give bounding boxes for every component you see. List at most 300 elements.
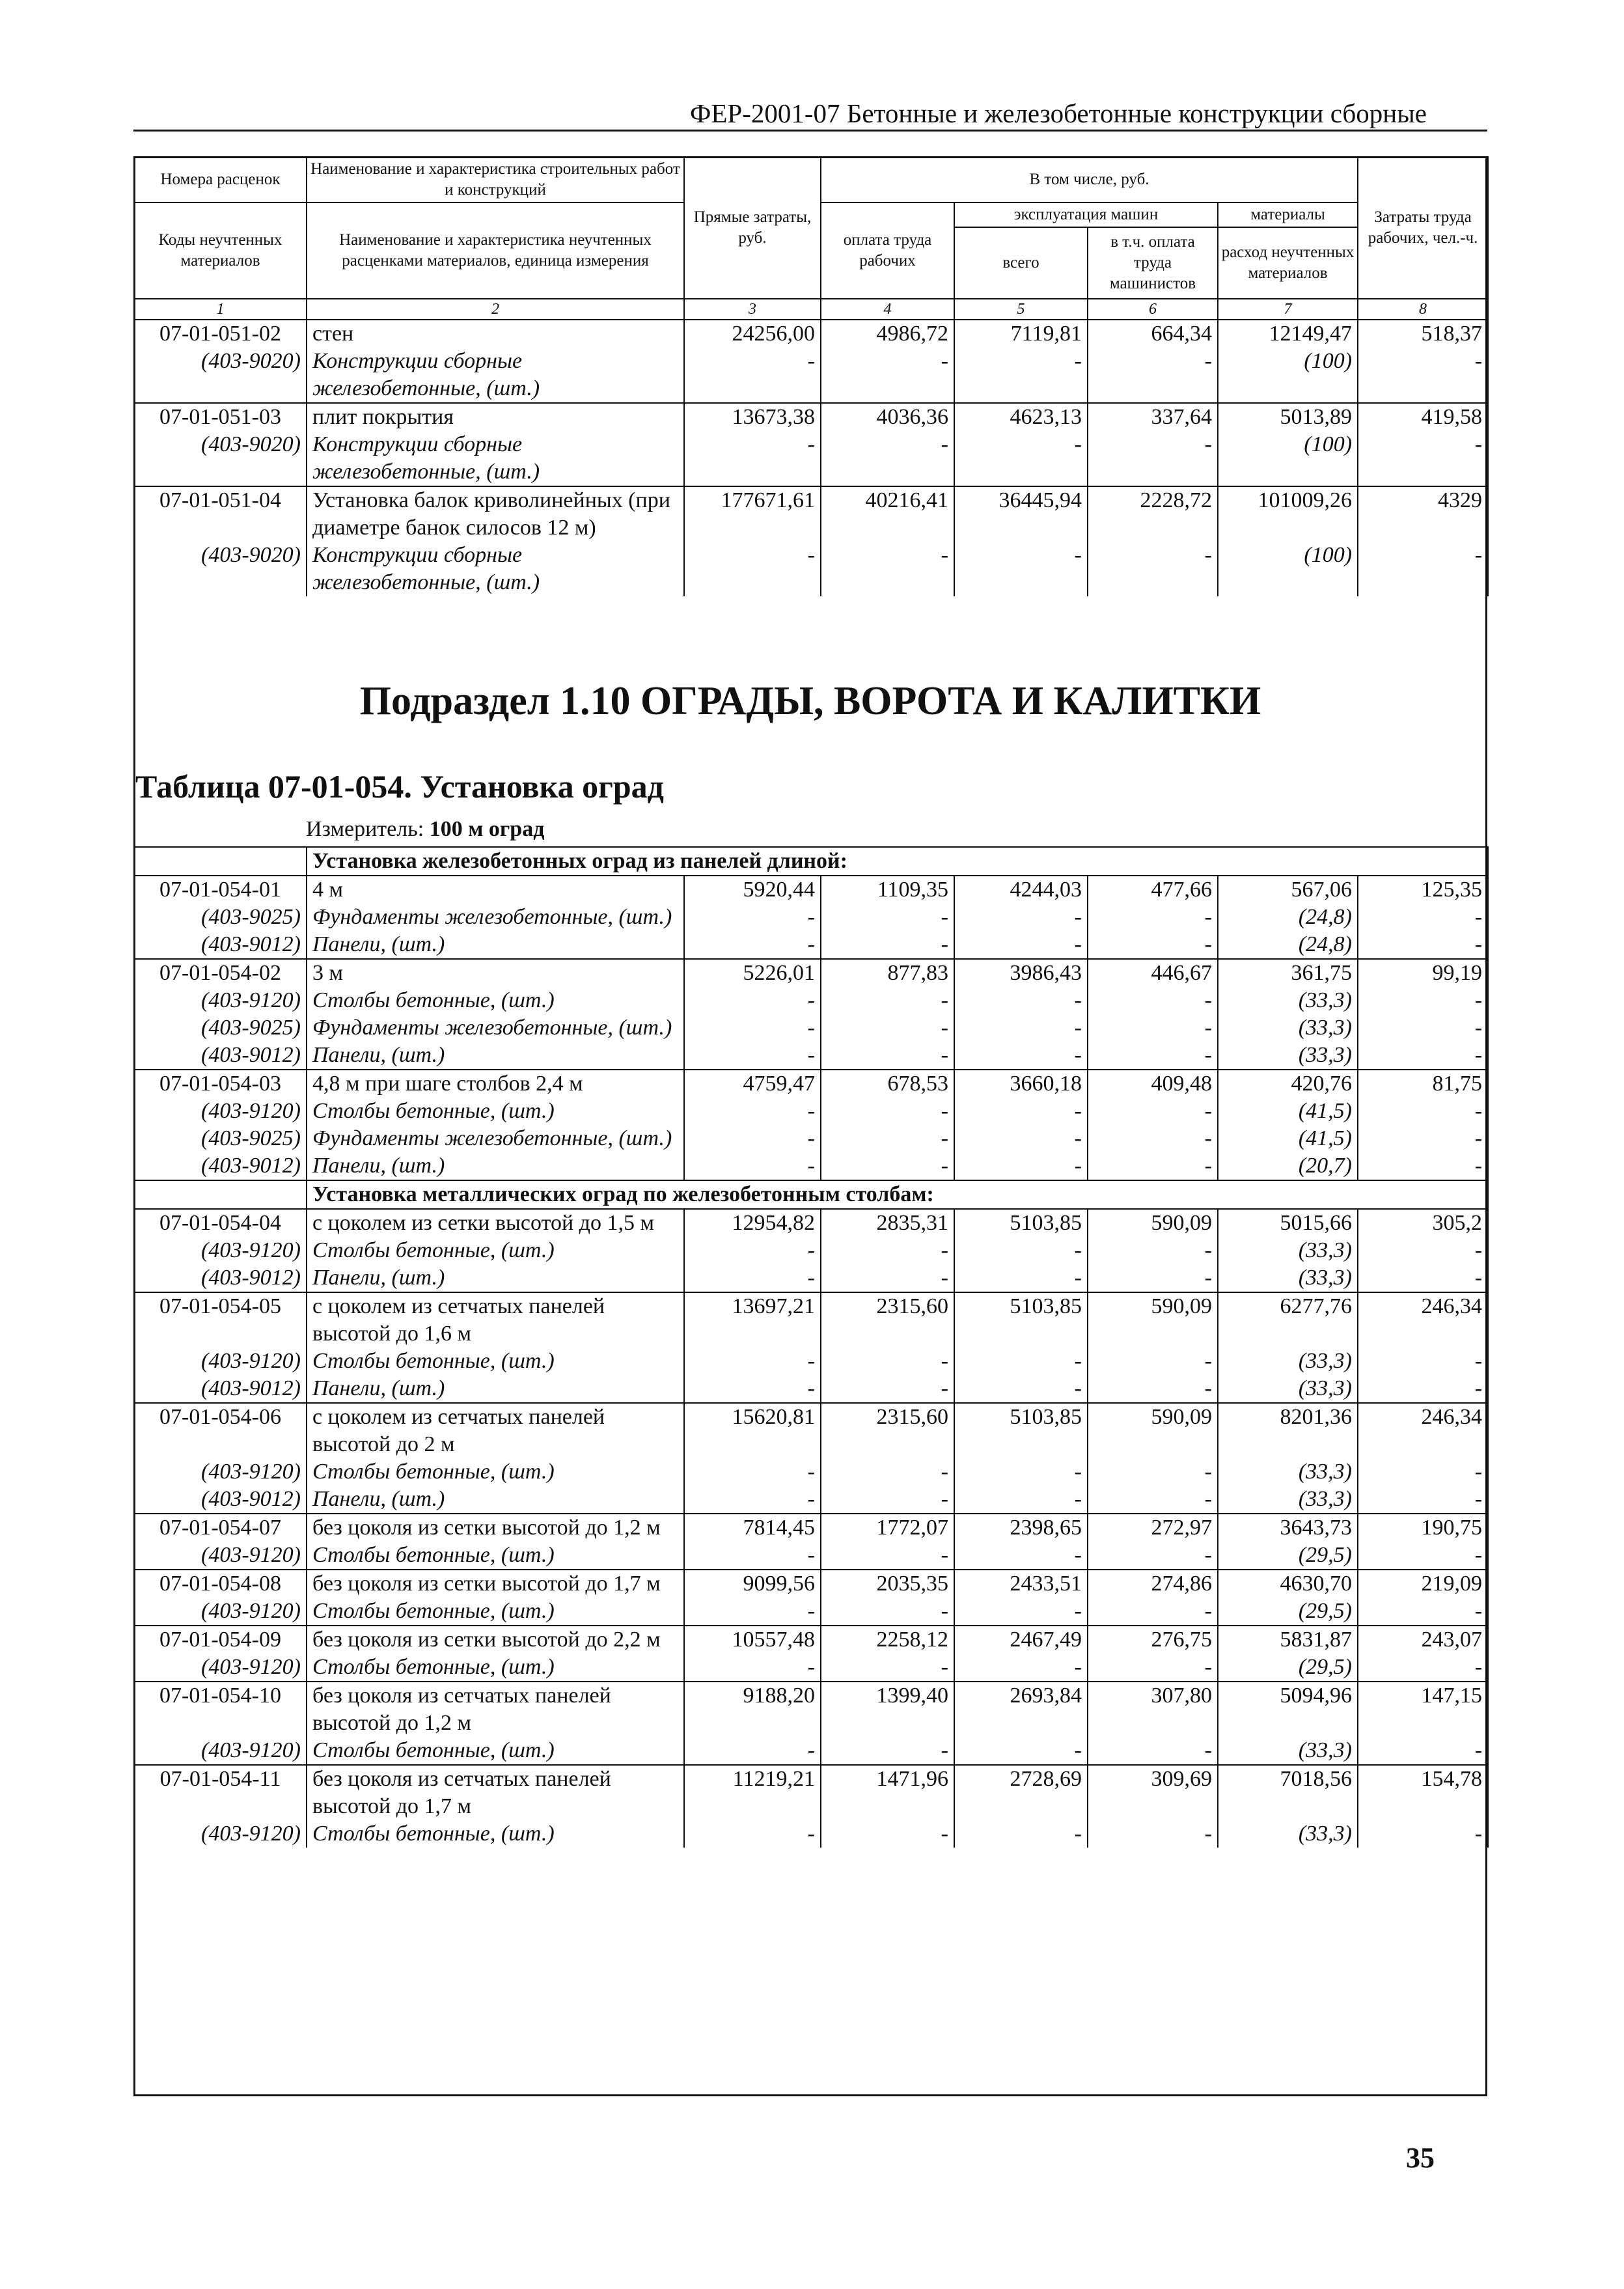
direct-costs: -	[684, 1237, 821, 1264]
labor-pay: 2035,35	[821, 1570, 954, 1598]
column-number: 5	[954, 299, 1088, 320]
rate-code: 07-01-054-10	[134, 1682, 307, 1737]
materials-consumption: (33,3)	[1218, 1737, 1358, 1765]
rate-row	[134, 1570, 1488, 1598]
machines-labor: -	[1088, 1598, 1218, 1626]
labor-hours: -	[1358, 1348, 1488, 1375]
rate-row	[134, 1070, 1488, 1098]
direct-costs: -	[684, 1598, 821, 1626]
material-code: (403-9120)	[134, 1237, 307, 1264]
labor-hours: -	[1358, 1542, 1488, 1570]
labor-hours: -	[1358, 987, 1488, 1014]
machines-labor: 276,75	[1088, 1626, 1218, 1654]
machines-total: -	[954, 1042, 1088, 1070]
material-row	[134, 1598, 1488, 1626]
machines-labor: 409,48	[1088, 1070, 1218, 1098]
direct-costs: -	[684, 1014, 821, 1042]
direct-costs: 9099,56	[684, 1570, 821, 1598]
rate-row	[134, 1765, 1488, 1820]
labor-pay: 877,83	[821, 959, 954, 987]
material-code: (403-9012)	[134, 1486, 307, 1514]
labor-hours: 305,2	[1358, 1209, 1488, 1237]
header-rate-numbers: Номера расценок	[134, 157, 307, 202]
material-row	[134, 1237, 1488, 1264]
column-number-row	[134, 299, 1488, 320]
labor-hours: 243,07	[1358, 1626, 1488, 1654]
materials-consumption: (33,3)	[1218, 1820, 1358, 1848]
labor-pay: -	[821, 1654, 954, 1682]
rate-row	[134, 1403, 1488, 1458]
materials-consumption: (33,3)	[1218, 1375, 1358, 1403]
direct-costs: 15620,81	[684, 1403, 821, 1458]
labor-pay: -	[821, 931, 954, 959]
header-labor-hours: Затраты труда рабочих, чел.-ч.	[1358, 157, 1488, 299]
rate-code: 07-01-054-07	[134, 1514, 307, 1542]
materials-consumption: (33,3)	[1218, 1458, 1358, 1486]
materials-consumption: (41,5)	[1218, 1125, 1358, 1152]
materials-cost: 5015,66	[1218, 1209, 1358, 1237]
direct-costs: 10557,48	[684, 1626, 821, 1654]
work-name: без цоколя из сетчатых панелей высотой до 1,2 м	[307, 1682, 684, 1737]
material-row	[134, 431, 1488, 486]
materials-consumption: (33,3)	[1218, 1264, 1358, 1292]
direct-costs: -	[684, 1375, 821, 1403]
work-name: с цоколем из сетчатых панелей высотой до 1,6 м	[307, 1292, 684, 1348]
direct-costs: -	[684, 1152, 821, 1180]
machines-total: 36445,94	[954, 486, 1088, 542]
materials-consumption: (100)	[1218, 431, 1358, 486]
materials-consumption: (33,3)	[1218, 1014, 1358, 1042]
work-name: Установка балок криволинейных (при диаметре банок силосов 12 м)	[307, 486, 684, 542]
header-machines-labor: в т.ч. оплата труда машинистов	[1088, 227, 1218, 299]
machines-labor: -	[1088, 1152, 1218, 1180]
rate-code: 07-01-054-11	[134, 1765, 307, 1820]
group-title: Установка железобетонных оград из панелей длиной:	[307, 847, 1488, 876]
labor-pay: 1471,96	[821, 1765, 954, 1820]
materials-consumption: (29,5)	[1218, 1654, 1358, 1682]
work-name: без цоколя из сетчатых панелей высотой до 1,7 м	[307, 1765, 684, 1820]
direct-costs: -	[684, 1737, 821, 1765]
rate-code: 07-01-054-01	[134, 876, 307, 904]
labor-hours: 518,37	[1358, 320, 1488, 348]
machines-total: 5103,85	[954, 1209, 1088, 1237]
machines-total: 2398,65	[954, 1514, 1088, 1542]
machines-labor: 272,97	[1088, 1514, 1218, 1542]
column-number: 6	[1088, 299, 1218, 320]
machines-labor: 309,69	[1088, 1765, 1218, 1820]
work-name: 3 м	[307, 959, 684, 987]
header-rule	[133, 130, 1487, 132]
header-labor-pay: оплата труда рабочих	[821, 202, 954, 299]
rate-row	[134, 1626, 1488, 1654]
machines-total: 5103,85	[954, 1403, 1088, 1458]
material-name: Фундаменты железобетонные, (шт.)	[307, 904, 684, 931]
rate-code: 07-01-051-04	[134, 486, 307, 542]
material-name: Панели, (шт.)	[307, 931, 684, 959]
material-row	[134, 931, 1488, 959]
labor-pay: 678,53	[821, 1070, 954, 1098]
machines-labor: -	[1088, 1125, 1218, 1152]
labor-pay: -	[821, 348, 954, 403]
materials-consumption: (29,5)	[1218, 1598, 1358, 1626]
material-code: (403-9012)	[134, 1264, 307, 1292]
machines-total: -	[954, 348, 1088, 403]
material-row	[134, 348, 1488, 403]
material-row	[134, 1486, 1488, 1514]
machines-total: -	[954, 1125, 1088, 1152]
machines-labor: -	[1088, 931, 1218, 959]
labor-pay: -	[821, 1264, 954, 1292]
labor-pay: -	[821, 1598, 954, 1626]
machines-labor: 274,86	[1088, 1570, 1218, 1598]
materials-cost: 5094,96	[1218, 1682, 1358, 1737]
labor-pay: -	[821, 1348, 954, 1375]
work-name: 4,8 м при шаге столбов 2,4 м	[307, 1070, 684, 1098]
material-name: Столбы бетонные, (шт.)	[307, 987, 684, 1014]
material-row	[134, 1458, 1488, 1486]
labor-hours: 246,34	[1358, 1403, 1488, 1458]
labor-pay: -	[821, 1014, 954, 1042]
column-number: 2	[307, 299, 684, 320]
machines-total: -	[954, 1014, 1088, 1042]
materials-cost: 567,06	[1218, 876, 1358, 904]
labor-hours: 219,09	[1358, 1570, 1488, 1598]
material-name: Панели, (шт.)	[307, 1486, 684, 1514]
direct-costs: -	[684, 1125, 821, 1152]
labor-pay: 1399,40	[821, 1682, 954, 1737]
machines-total: 3660,18	[954, 1070, 1088, 1098]
rate-code: 07-01-051-02	[134, 320, 307, 348]
machines-labor: -	[1088, 987, 1218, 1014]
material-row	[134, 987, 1488, 1014]
materials-consumption: (24,8)	[1218, 931, 1358, 959]
header-direct-costs: Прямые затраты, руб.	[684, 157, 821, 299]
direct-costs: 9188,20	[684, 1682, 821, 1737]
labor-pay: -	[821, 1458, 954, 1486]
header-machines: эксплуатация машин	[954, 202, 1218, 227]
machines-total: 2467,49	[954, 1626, 1088, 1654]
labor-pay: -	[821, 1486, 954, 1514]
direct-costs: -	[684, 1042, 821, 1070]
material-row	[134, 904, 1488, 931]
group-spacer	[134, 847, 307, 876]
direct-costs: -	[684, 931, 821, 959]
machines-total: 2728,69	[954, 1765, 1088, 1820]
machines-total: 3986,43	[954, 959, 1088, 987]
material-row	[134, 1820, 1488, 1848]
rate-row	[134, 959, 1488, 987]
machines-labor: -	[1088, 1375, 1218, 1403]
rate-row	[134, 1209, 1488, 1237]
labor-pay: 4036,36	[821, 403, 954, 431]
material-code: (403-9012)	[134, 931, 307, 959]
materials-cost: 5831,87	[1218, 1626, 1358, 1654]
machines-total: -	[954, 1098, 1088, 1125]
machines-total: -	[954, 1375, 1088, 1403]
header-machines-total: всего	[954, 227, 1088, 299]
machines-total: -	[954, 1598, 1088, 1626]
machines-labor: -	[1088, 1820, 1218, 1848]
material-row	[134, 542, 1488, 596]
labor-pay: -	[821, 1542, 954, 1570]
material-name: Столбы бетонные, (шт.)	[307, 1098, 684, 1125]
machines-labor: -	[1088, 1348, 1218, 1375]
rate-code: 07-01-054-09	[134, 1626, 307, 1654]
machines-labor: -	[1088, 904, 1218, 931]
material-code: (403-9012)	[134, 1042, 307, 1070]
labor-hours: 147,15	[1358, 1682, 1488, 1737]
labor-pay: 2315,60	[821, 1403, 954, 1458]
material-name: Панели, (шт.)	[307, 1375, 684, 1403]
labor-hours: -	[1358, 431, 1488, 486]
material-name: Столбы бетонные, (шт.)	[307, 1737, 684, 1765]
materials-cost: 4630,70	[1218, 1570, 1358, 1598]
labor-hours: -	[1358, 1237, 1488, 1264]
labor-pay: -	[821, 431, 954, 486]
machines-labor: -	[1088, 1486, 1218, 1514]
machines-labor: -	[1088, 1014, 1218, 1042]
work-name: без цоколя из сетки высотой до 1,2 м	[307, 1514, 684, 1542]
direct-costs: 13673,38	[684, 403, 821, 431]
labor-hours: -	[1358, 348, 1488, 403]
machines-labor: -	[1088, 1237, 1218, 1264]
materials-consumption: (33,3)	[1218, 1348, 1358, 1375]
materials-consumption: (33,3)	[1218, 987, 1358, 1014]
labor-hours: -	[1358, 1486, 1488, 1514]
machines-total: 2693,84	[954, 1682, 1088, 1737]
machines-total: -	[954, 542, 1088, 596]
material-name: Столбы бетонные, (шт.)	[307, 1598, 684, 1626]
materials-consumption: (33,3)	[1218, 1237, 1358, 1264]
machines-total: -	[954, 1486, 1088, 1514]
machines-labor: 590,09	[1088, 1292, 1218, 1348]
direct-costs: -	[684, 542, 821, 596]
labor-hours: -	[1358, 1737, 1488, 1765]
labor-hours: -	[1358, 1375, 1488, 1403]
direct-costs: 13697,21	[684, 1292, 821, 1348]
direct-costs: -	[684, 1486, 821, 1514]
labor-pay: -	[821, 1737, 954, 1765]
labor-pay: -	[821, 542, 954, 596]
machines-labor: -	[1088, 1458, 1218, 1486]
table-title: Таблица 07-01-054. Установка оград	[135, 768, 664, 805]
machines-total: 4623,13	[954, 403, 1088, 431]
measure-value: 100 м оград	[429, 817, 545, 841]
labor-pay: -	[821, 1237, 954, 1264]
direct-costs: 12954,82	[684, 1209, 821, 1237]
subsection-title: Подраздел 1.10 ОГРАДЫ, ВОРОТА И КАЛИТКИ	[359, 679, 1261, 723]
materials-cost: 7018,56	[1218, 1765, 1358, 1820]
header-materials-unaccounted: расход неучтенных материалов	[1218, 227, 1358, 299]
material-name: Столбы бетонные, (шт.)	[307, 1820, 684, 1848]
direct-costs: -	[684, 1542, 821, 1570]
machines-total: -	[954, 1737, 1088, 1765]
labor-pay: -	[821, 904, 954, 931]
labor-hours: 190,75	[1358, 1514, 1488, 1542]
rate-row	[134, 876, 1488, 904]
direct-costs: -	[684, 904, 821, 931]
material-code: (403-9120)	[134, 1598, 307, 1626]
labor-pay: 1772,07	[821, 1514, 954, 1542]
group-row	[134, 1180, 1488, 1209]
direct-costs: 4759,47	[684, 1070, 821, 1098]
machines-labor: -	[1088, 542, 1218, 596]
labor-hours: 419,58	[1358, 403, 1488, 431]
labor-hours: 81,75	[1358, 1070, 1488, 1098]
rate-code: 07-01-054-06	[134, 1403, 307, 1458]
material-code: (403-9020)	[134, 542, 307, 596]
rate-code: 07-01-051-03	[134, 403, 307, 431]
work-name: с цоколем из сетки высотой до 1,5 м	[307, 1209, 684, 1237]
labor-hours: -	[1358, 1014, 1488, 1042]
machines-total: -	[954, 1264, 1088, 1292]
material-code: (403-9120)	[134, 1542, 307, 1570]
direct-costs: -	[684, 1098, 821, 1125]
running-header: ФЕР-2001-07 Бетонные и железобетонные конструкции сборные	[690, 98, 1427, 128]
labor-pay: 4986,72	[821, 320, 954, 348]
machines-labor: 446,67	[1088, 959, 1218, 987]
rate-code: 07-01-054-02	[134, 959, 307, 987]
rate-code: 07-01-054-08	[134, 1570, 307, 1598]
machines-total: -	[954, 1152, 1088, 1180]
material-row	[134, 1264, 1488, 1292]
labor-hours: 154,78	[1358, 1765, 1488, 1820]
group-spacer	[134, 1180, 307, 1209]
machines-labor: -	[1088, 1264, 1218, 1292]
material-code: (403-9120)	[134, 1654, 307, 1682]
header-material-name: Наименование и характеристика неучтенных расценками материалов, единица измерения	[307, 202, 684, 299]
material-name: Панели, (шт.)	[307, 1264, 684, 1292]
materials-cost: 420,76	[1218, 1070, 1358, 1098]
material-name: Столбы бетонные, (шт.)	[307, 1542, 684, 1570]
direct-costs: 5226,01	[684, 959, 821, 987]
labor-hours: 4329	[1358, 486, 1488, 542]
material-code: (403-9020)	[134, 348, 307, 403]
direct-costs: 5920,44	[684, 876, 821, 904]
direct-costs: -	[684, 431, 821, 486]
rate-code: 07-01-054-05	[134, 1292, 307, 1348]
group-row	[134, 847, 1488, 876]
machines-total: 4244,03	[954, 876, 1088, 904]
material-row	[134, 1125, 1488, 1152]
materials-consumption: (100)	[1218, 542, 1358, 596]
material-name: Фундаменты железобетонные, (шт.)	[307, 1014, 684, 1042]
material-row	[134, 1375, 1488, 1403]
work-name: без цоколя из сетки высотой до 1,7 м	[307, 1570, 684, 1598]
material-code: (403-9020)	[134, 431, 307, 486]
header-row-1	[134, 157, 1488, 202]
material-name: Столбы бетонные, (шт.)	[307, 1237, 684, 1264]
labor-pay: 1109,35	[821, 876, 954, 904]
labor-pay: -	[821, 987, 954, 1014]
materials-cost: 6277,76	[1218, 1292, 1358, 1348]
header-work-name: Наименование и характеристика строительных работ и конструкций	[307, 157, 684, 202]
material-code: (403-9025)	[134, 1125, 307, 1152]
material-name: Столбы бетонные, (шт.)	[307, 1654, 684, 1682]
material-row	[134, 1014, 1488, 1042]
direct-costs: 7814,45	[684, 1514, 821, 1542]
materials-cost: 3643,73	[1218, 1514, 1358, 1542]
machines-labor: -	[1088, 348, 1218, 403]
group-title: Установка металлических оград по железобетонным столбам:	[307, 1180, 1488, 1209]
labor-pay: -	[821, 1375, 954, 1403]
machines-labor: 590,09	[1088, 1209, 1218, 1237]
machines-labor: -	[1088, 1737, 1218, 1765]
material-code: (403-9120)	[134, 1458, 307, 1486]
labor-hours: 99,19	[1358, 959, 1488, 987]
materials-consumption: (100)	[1218, 348, 1358, 403]
materials-cost: 12149,47	[1218, 320, 1358, 348]
labor-hours: -	[1358, 904, 1488, 931]
material-code: (403-9025)	[134, 1014, 307, 1042]
machines-total: -	[954, 931, 1088, 959]
direct-costs: 11219,21	[684, 1765, 821, 1820]
direct-costs: 24256,00	[684, 320, 821, 348]
machines-labor: 590,09	[1088, 1403, 1218, 1458]
header-material-codes: Коды неучтенных материалов	[134, 202, 307, 299]
labor-hours: -	[1358, 1098, 1488, 1125]
direct-costs: 177671,61	[684, 486, 821, 542]
machines-labor: 477,66	[1088, 876, 1218, 904]
direct-costs: -	[684, 1654, 821, 1682]
column-number: 8	[1358, 299, 1488, 320]
machines-total: 5103,85	[954, 1292, 1088, 1348]
machines-total: -	[954, 904, 1088, 931]
machines-labor: 337,64	[1088, 403, 1218, 431]
materials-cost: 101009,26	[1218, 486, 1358, 542]
labor-pay: -	[821, 1820, 954, 1848]
work-name: плит покрытия	[307, 403, 684, 431]
material-code: (403-9120)	[134, 1820, 307, 1848]
labor-hours: -	[1358, 1458, 1488, 1486]
rates-table-fences	[133, 846, 1489, 1848]
machines-total: 7119,81	[954, 320, 1088, 348]
machines-labor: -	[1088, 1098, 1218, 1125]
material-name: Фундаменты железобетонные, (шт.)	[307, 1125, 684, 1152]
material-name: Конструкции сборные железобетонные, (шт.)	[307, 542, 684, 596]
direct-costs: -	[684, 1264, 821, 1292]
rate-row	[134, 320, 1488, 348]
materials-consumption: (24,8)	[1218, 904, 1358, 931]
material-name: Панели, (шт.)	[307, 1152, 684, 1180]
machines-labor: -	[1088, 431, 1218, 486]
measure-line	[306, 816, 544, 842]
materials-cost: 361,75	[1218, 959, 1358, 987]
labor-pay: 40216,41	[821, 486, 954, 542]
labor-hours: -	[1358, 1125, 1488, 1152]
labor-pay: 2258,12	[821, 1626, 954, 1654]
rate-code: 07-01-054-04	[134, 1209, 307, 1237]
materials-consumption: (20,7)	[1218, 1152, 1358, 1180]
material-row	[134, 1737, 1488, 1765]
machines-total: 2433,51	[954, 1570, 1088, 1598]
rate-row	[134, 1514, 1488, 1542]
header-materials: материалы	[1218, 202, 1358, 227]
column-number: 3	[684, 299, 821, 320]
machines-labor: -	[1088, 1654, 1218, 1682]
labor-pay: -	[821, 1042, 954, 1070]
machines-total: -	[954, 1458, 1088, 1486]
labor-hours: -	[1358, 1654, 1488, 1682]
material-name: Столбы бетонные, (шт.)	[307, 1348, 684, 1375]
machines-total: -	[954, 431, 1088, 486]
rates-table-top	[133, 156, 1489, 596]
work-name: 4 м	[307, 876, 684, 904]
materials-consumption: (33,3)	[1218, 1042, 1358, 1070]
machines-labor: -	[1088, 1542, 1218, 1570]
material-code: (403-9120)	[134, 1737, 307, 1765]
machines-labor: 307,80	[1088, 1682, 1218, 1737]
